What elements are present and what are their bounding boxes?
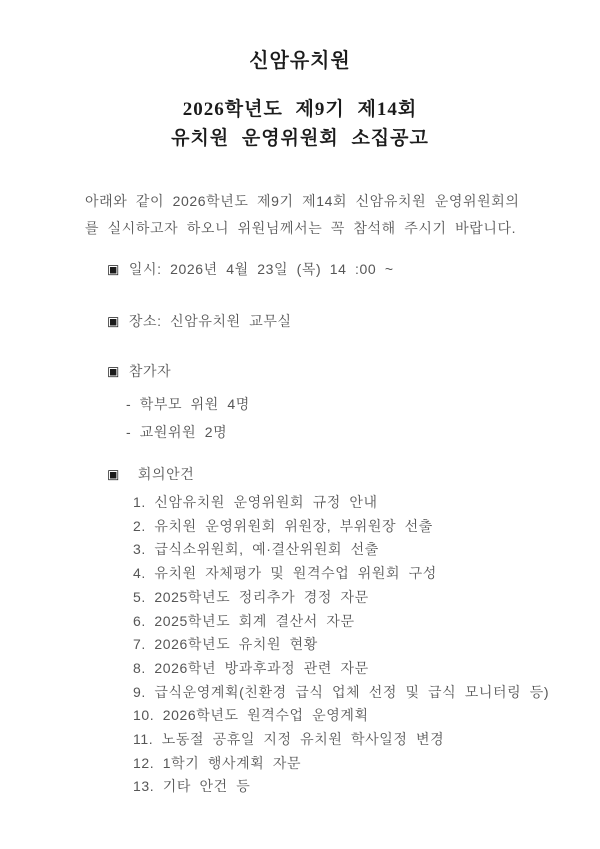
square-bullet-icon: ▣ [107,363,120,379]
square-bullet-icon: ▣ [107,466,120,482]
agenda-item: 9. 급식운영계획(친환경 급식 업체 선정 및 급식 모니터링 등) [133,683,550,700]
section-participants-label: 참가자 [128,363,172,379]
section-agenda-label: 회의안건 [137,466,195,482]
notice-title-line2: 유치원 운영위원회 소집공고 [171,128,429,149]
square-bullet-icon: ▣ [107,313,120,329]
participant-item: - 학부모 위원 4명 [126,396,250,412]
intro-line-1: 아래와 같이 2026학년도 제9기 제14회 신암유치원 운영위원회의 [85,193,520,209]
agenda-item: 3. 급식소위원회, 예·결산위원회 선출 [133,541,379,558]
agenda-item: 4. 유치원 자체평가 및 원격수업 위원회 구성 [133,565,437,582]
section-agenda [107,466,194,483]
agenda-item: 2. 유치원 운영위원회 위원장, 부위원장 선출 [133,517,433,534]
section-location-label: 장소: 신암유치원 교무실 [128,313,292,329]
intro-paragraph [85,188,535,241]
section-datetime [107,261,394,278]
intro-line-2: 를 실시하고자 하오니 위원님께서는 꼭 참석해 주시기 바랍니다. [85,219,517,236]
agenda-item: 1. 신암유치원 운영위원회 규정 안내 [133,494,378,510]
participant-item: - 교원위원 2명 [126,424,228,440]
square-bullet-icon: ▣ [107,261,120,277]
agenda-item: 13. 기타 안건 등 [133,778,251,795]
agenda-item: 7. 2026학년도 유치원 현황 [133,636,318,653]
school-name: 신암유치원 [249,50,351,72]
agenda-item: 10. 2026학년도 원격수업 운영계획 [133,707,369,724]
agenda-item: 6. 2025학년도 회계 결산서 자문 [133,612,355,629]
section-location [107,313,292,330]
section-participants [107,363,171,380]
section-datetime-label: 일시: 2026년 4월 23일 (목) 14 :00 ~ [128,261,394,277]
notice-title-line1: 2026학년도 제9기 제14회 [182,99,418,120]
agenda-item: 11. 노동절 공휴일 지정 유치원 학사일정 변경 [133,731,445,748]
agenda-item: 12. 1학기 행사계획 자문 [133,754,302,771]
agenda-item: 5. 2025학년도 정리추가 경정 자문 [133,588,369,605]
agenda-item: 8. 2026학년 방과후과정 관련 자문 [133,659,369,676]
agenda-list [133,491,593,799]
